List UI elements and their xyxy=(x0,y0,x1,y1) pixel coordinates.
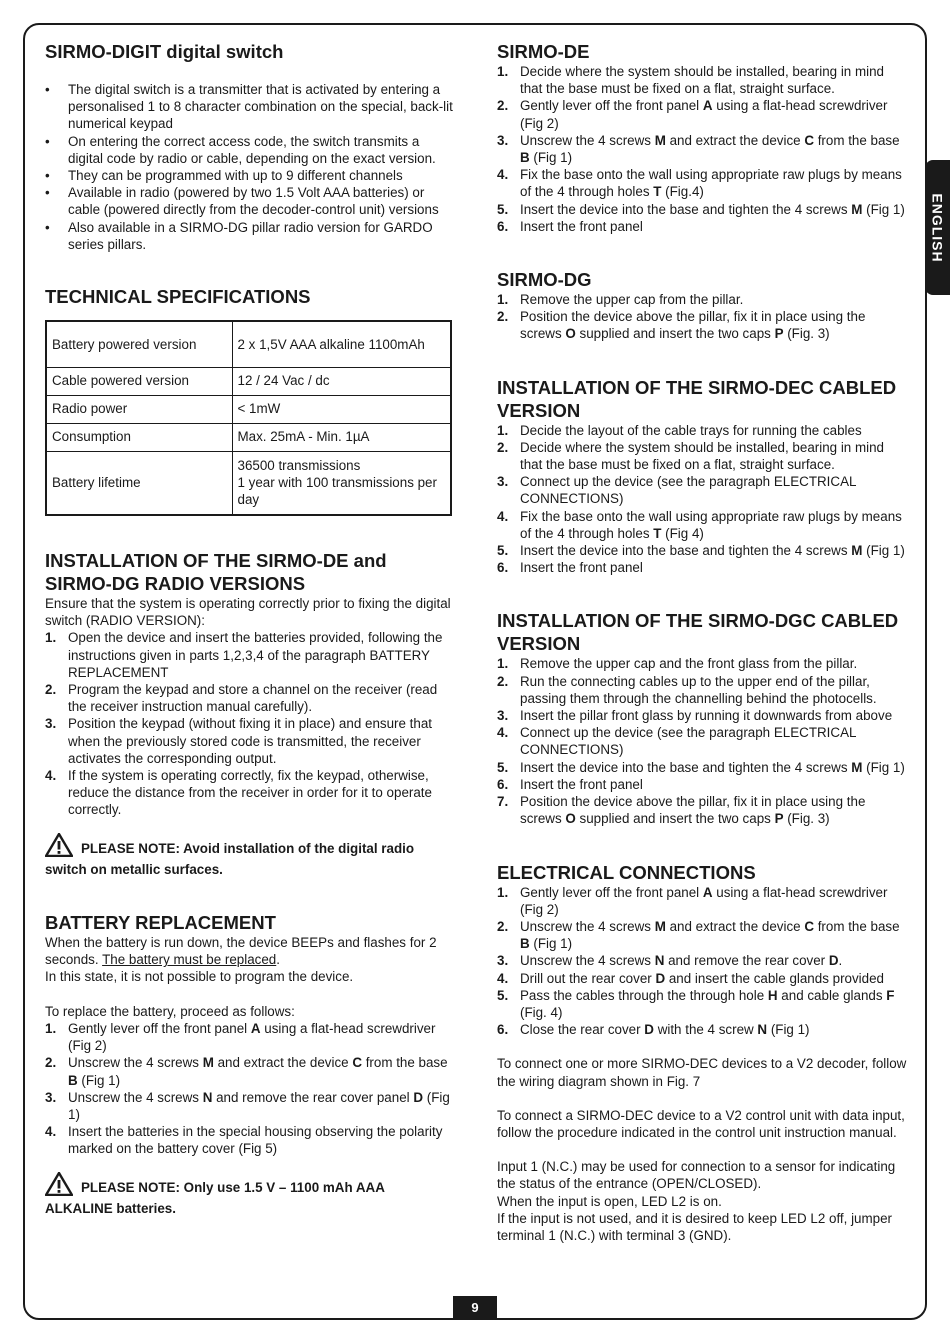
paragraph-line: Input 1 (N.C.) may be used for connection to a sensor for indicating the status of the entrance (OPEN/CLOSED). xyxy=(497,1159,896,1192)
list-item: 4. Insert the batteries in the special housing observing the polarity marked on the battery cover (Fig 5) xyxy=(45,1124,443,1157)
warning-icon xyxy=(45,1172,73,1200)
table-cell: Cable powered version xyxy=(46,367,232,395)
language-tab xyxy=(925,160,950,295)
list-item: 4. If the system is operating correctly, fix the keypad, otherwise, reduce the distance from the receiver in order for it to operate correctly. xyxy=(45,768,432,818)
section-title: BATTERY REPLACEMENT xyxy=(45,912,276,934)
list-item: 2. Position the device above the pillar, fix it in place using the screws O supplied and insert the two caps P (Fig. 3) xyxy=(497,309,866,342)
list-item: 3. Connect up the device (see the paragraph ELECTRICAL CONNECTIONS) xyxy=(497,474,856,507)
feature-list xyxy=(45,81,455,253)
section-title: INSTALLATION OF THE SIRMO-DEC CABLED VERSION xyxy=(497,376,897,421)
list-item: 3. Position the keypad (without fixing it in place) and ensure that when the previously stored code is transmitted, the receiver activates the corresponding output. xyxy=(45,716,432,766)
cell-line: 36500 transmissions xyxy=(237,457,361,473)
table-row xyxy=(46,321,451,367)
warning-icon xyxy=(45,833,73,861)
list-item: 1. Remove the upper cap and the front glass from the pillar. xyxy=(497,656,858,672)
list-item: 3. Unscrew the 4 screws N and remove the rear cover D. xyxy=(497,953,843,969)
table-cell xyxy=(232,451,451,515)
section-sirmo-dec xyxy=(497,376,909,577)
list-item: 5. Insert the device into the base and tighten the 4 screws M (Fig 1) xyxy=(497,759,905,775)
section-battery-replacement xyxy=(45,911,455,1217)
step-list xyxy=(45,629,455,818)
list-item: 1. Remove the upper cap from the pillar. xyxy=(497,292,744,308)
section-sirmo-dgc xyxy=(497,609,909,827)
table-cell: Battery powered version xyxy=(46,321,232,367)
list-item: 2. Run the connecting cables up to the upper end of the pillar, passing them through the channelling behind the photocells. xyxy=(497,673,877,706)
section-electrical-connections xyxy=(497,861,909,1245)
paragraph: To replace the battery, proceed as follows: xyxy=(45,1003,295,1019)
list-item: 4. Drill out the rear cover D and insert the cable glands provided xyxy=(497,970,884,986)
table-row xyxy=(46,423,451,451)
cell-line: 1 year with 100 transmissions per day xyxy=(237,475,437,508)
list-item: • The digital switch is a transmitter that is activated by entering a personalised 1 to 8 character combination on the special, back-lit numerical keypad xyxy=(45,81,455,133)
list-item: 6. Insert the front panel xyxy=(497,776,643,792)
step-list xyxy=(45,1020,455,1158)
section-sirmo-de xyxy=(497,40,909,235)
section-sirmo-dg xyxy=(497,268,909,343)
note-text: PLEASE NOTE: Avoid installation of the digital radio switch on metallic surfaces. xyxy=(45,840,415,877)
language-tab-label: ENGLISH xyxy=(930,192,947,263)
paragraph: When the battery is run down, the device BEEPs and flashes for 2 seconds. The battery must be replaced. xyxy=(45,935,437,968)
list-item: 6. Insert the front panel xyxy=(497,218,643,234)
list-item: 5. Pass the cables through the through hole H and cable glands F (Fig. 4) xyxy=(497,987,895,1020)
table-cell: Battery lifetime xyxy=(46,451,232,515)
step-list xyxy=(497,63,909,235)
section-title: ELECTRICAL CONNECTIONS xyxy=(497,861,756,883)
list-item: • Also available in a SIRMO-DG pillar radio version for GARDO series pillars. xyxy=(45,219,455,253)
section-radio-install xyxy=(45,549,455,878)
table-row xyxy=(46,451,451,515)
list-item: 1. Decide where the system should be installed, bearing in mind that the base must be fixed on a flat, straight surface. xyxy=(497,64,884,97)
list-item: 3. Insert the pillar front glass by running it downwards from above xyxy=(497,708,893,724)
step-list xyxy=(497,884,909,1039)
paragraph: To connect a SIRMO-DEC device to a V2 control unit with data input, follow the procedure indicated in the control unit instruction manual. xyxy=(497,1107,905,1140)
table-cell: Consumption xyxy=(46,423,232,451)
list-item: 4. Fix the base onto the wall using appropriate raw plugs by means of the 4 through holes T (Fig 4) xyxy=(497,508,902,541)
paragraph xyxy=(497,1158,909,1244)
paragraph: In this state, it is not possible to program the device. xyxy=(45,969,354,985)
warning-note xyxy=(45,833,455,878)
section-title: INSTALLATION OF THE SIRMO-DGC CABLED VERSION xyxy=(497,610,899,655)
list-item: 2. Unscrew the 4 screws M and extract the device C from the base B (Fig 1) xyxy=(45,1055,448,1088)
list-item: 4. Fix the base onto the wall using appropriate raw plugs by means of the 4 through holes T (Fig.4) xyxy=(497,167,902,200)
list-item: 5. Insert the device into the base and tighten the 4 screws M (Fig 1) xyxy=(497,201,905,217)
list-item: 3. Unscrew the 4 screws M and extract the device C from the base B (Fig 1) xyxy=(497,132,900,166)
table-row xyxy=(46,395,451,423)
list-item: • On entering the correct access code, the switch transmits a digital code by radio or cable, depending on the exact version. xyxy=(45,133,455,167)
section-digital-switch xyxy=(45,40,455,253)
list-item: 2. Unscrew the 4 screws M and extract the device C from the base B (Fig 1) xyxy=(497,918,900,952)
list-item: • They can be programmed with up to 9 different channels xyxy=(45,167,455,184)
list-item: 1. Decide the layout of the cable trays for running the cables xyxy=(497,422,862,438)
list-item: 1. Gently lever off the front panel A using a flat-head screwdriver (Fig 2) xyxy=(497,884,888,917)
list-item: 1. Open the device and insert the batteries provided, following the instructions given in parts 1,2,3,4 of the paragraph BATTERY REPLACEMENT xyxy=(45,630,443,680)
paragraph-line: When the input is open, LED L2 is on. xyxy=(497,1193,722,1209)
list-item: 6. Insert the front panel xyxy=(497,560,643,576)
left-column xyxy=(45,40,455,1217)
step-list xyxy=(497,422,909,577)
note-text: PLEASE NOTE: Only use 1.5 V – 1100 mAh AAA ALKALINE batteries. xyxy=(45,1179,385,1216)
list-item: 2. Gently lever off the front panel A using a flat-head screwdriver (Fig 2) xyxy=(497,98,888,131)
right-column xyxy=(497,40,909,1244)
paragraph-line: If the input is not used, and it is desired to keep LED L2 off, jumper terminal 1 (N.C.) with terminal 3 (GND). xyxy=(497,1210,893,1243)
section-title: SIRMO-DE xyxy=(497,41,590,62)
list-item: 2. Program the keypad and store a channel on the receiver (read the receiver instruction manual carefully). xyxy=(45,682,438,715)
section-title: SIRMO-DIGIT digital switch xyxy=(45,41,284,62)
list-item: 1. Gently lever off the front panel A using a flat-head screwdriver (Fig 2) xyxy=(45,1020,436,1054)
step-list xyxy=(497,655,909,827)
list-item: 5. Insert the device into the base and tighten the 4 screws M (Fig 1) xyxy=(497,543,905,559)
list-item: • Available in radio (powered by two 1.5 Volt AAA batteries) or cable (powered directly from the decoder-control unit) versions xyxy=(45,184,455,218)
table-cell: 12 / 24 Vac / dc xyxy=(232,367,451,395)
section-title: INSTALLATION OF THE SIRMO-DE and SIRMO-DG RADIO VERSIONS xyxy=(45,550,387,595)
list-item: 2. Decide where the system should be installed, bearing in mind that the base must be fixed on a flat, straight surface. xyxy=(497,439,884,473)
step-list xyxy=(497,291,909,343)
table-row xyxy=(46,367,451,395)
spec-table xyxy=(45,320,452,516)
list-item: 3. Unscrew the 4 screws N and remove the rear cover panel D (Fig 1) xyxy=(45,1089,450,1122)
table-cell: Radio power xyxy=(46,395,232,423)
section-title: SIRMO-DG xyxy=(497,269,592,291)
table-cell: Max. 25mA - Min. 1µA xyxy=(232,423,451,451)
paragraph: Ensure that the system is operating correctly prior to fixing the digital switch (RADIO VERSION): xyxy=(45,596,451,629)
list-item: 7. Position the device above the pillar, fix it in place using the screws O supplied and insert the two caps P (Fig. 3) xyxy=(497,794,866,827)
page-number: 9 xyxy=(453,1296,497,1318)
paragraph: To connect one or more SIRMO-DEC devices to a V2 decoder, follow the wiring diagram shown in Fig. 7 xyxy=(497,1056,907,1089)
section-technical-specifications xyxy=(45,285,455,516)
table-cell: 2 x 1,5V AAA alkaline 1100mAh xyxy=(232,321,451,367)
warning-note xyxy=(45,1172,455,1217)
list-item: 4. Connect up the device (see the paragraph ELECTRICAL CONNECTIONS) xyxy=(497,725,856,758)
list-item: 6. Close the rear cover D with the 4 screw N (Fig 1) xyxy=(497,1022,810,1038)
table-cell: < 1mW xyxy=(232,395,451,423)
section-title: TECHNICAL SPECIFICATIONS xyxy=(45,286,311,308)
